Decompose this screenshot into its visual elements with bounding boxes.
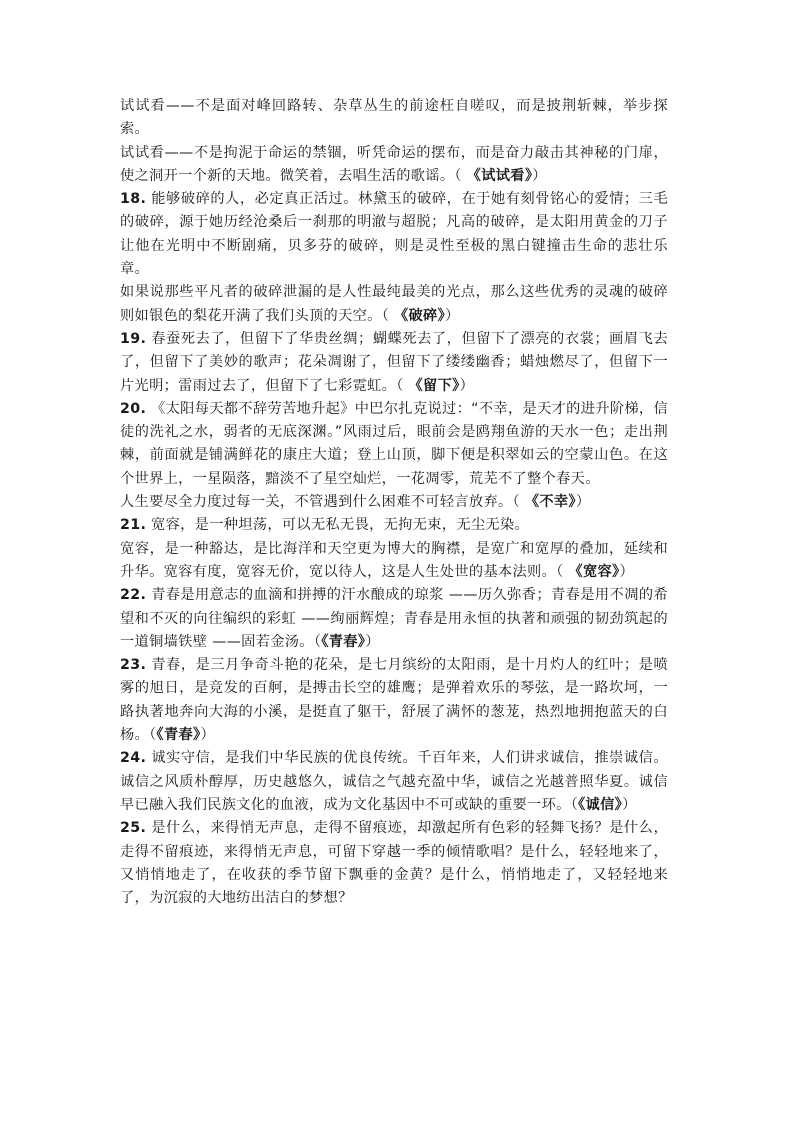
- item-number: 24.: [120, 750, 147, 767]
- title-tag: 《留下》: [408, 377, 460, 394]
- paragraph-2: 18. 能够破碎的人，必定真正活过。林黛玉的破碎，在于她有刻骨铭心的爱情；三毛的破碎，源于她历经沧桑后一刹那的明澈与超脱；凡高的破碎，是太阳用黄金的刀子让他在光明中不断剧痛，贝多芬的破碎，则是灵性至极的黑白键撞击生命的悲壮乐章。: [120, 191, 668, 278]
- title-tag: 《试试看》: [466, 167, 533, 184]
- item-number: 18.: [120, 191, 147, 208]
- paragraph-11: 24. 诚实守信，是我们中华民族的优良传统。千百年来，人们讲求诚信，推崇诚信。诚信之风质朴醇厚，历史越悠久，诚信之气越充盈中华，诚信之光越普照华夏。诚信早已融入我们民族文化的血液，成为文化基因中不可或缺的重要一环。（《诚信》）: [120, 750, 668, 813]
- item-number: 23.: [120, 657, 147, 674]
- item-number: 19.: [120, 330, 147, 347]
- title-tag: 《青春》: [156, 727, 201, 744]
- paragraph-5: 20. 《太阳每天都不辞劳苦地升起》中巴尔扎克说过：“不幸，是天才的进升阶梯，信徒的洗礼之水，弱者的无底深渊。”风雨过后，眼前会是鸥翔鱼游的天水一色；走出荆棘，前面就是铺满鲜花的康庄大道；登上山顶，脚下便是积翠如云的空蒙山色。在这个世界上，一星陨落，黯淡不了星空灿烂，一花凋零，荒芜不了整个春天。: [120, 400, 668, 487]
- paragraph-7: 21. 宽容，是一种坦荡，可以无私无畏，无拘无束，无尘无染。: [120, 517, 530, 534]
- paragraph-12: 25. 是什么，来得悄无声息，走得不留痕迹，却激起所有色彩的轻舞飞扬？是什么，走得不留痕迹，来得悄无声息，可留下穿越一季的倾情歌唱？是什么，轻轻地来了，又悄悄地走了，在收获的季节留下飘垂的金黄？是什么，悄悄地走了，又轻轻地来了，为沉寂的大地纺出洁白的梦想？: [120, 820, 668, 907]
- paragraph-8: 宽容，是一种豁达，是比海洋和天空更为博大的胸襟，是宽广和宽厚的叠加，延续和升华。宽容有度，宽容无价，宽以待人，这是人生处世的基本法则。（ 《宽容》）: [120, 540, 668, 580]
- paragraph-1: 试试看——不是拘泥于命运的禁锢，听凭命运的摆布，而是奋力敲击其神秘的门扉，使之洞开一个新的天地。微笑着，去唱生活的歌谣。（ 《试试看》）: [120, 144, 668, 184]
- item-number: 25.: [120, 820, 147, 837]
- item-number: 22.: [120, 587, 147, 604]
- title-tag: 《诚信》: [578, 796, 623, 813]
- title-tag: 《破碎》: [393, 307, 446, 324]
- title-tag: 《宽容》: [568, 563, 620, 580]
- paragraph-0: 试试看——不是面对峰回路转、杂草丛生的前途枉自嗟叹，而是披荆斩棘，举步探索。: [120, 98, 668, 138]
- document-page: [120, 95, 668, 910]
- paragraph-10: 23. 青春，是三月争奇斗艳的花朵，是七月缤纷的太阳雨，是十月灼人的红叶；是喷雾的旭日，是竞发的百舸，是搏击长空的雄鹰；是弹着欢乐的琴弦，是一路坎坷，一路执著地奔向大海的小溪，是挺直了躯干，舒展了满怀的葱茏，热烈地拥抱蓝天的白杨。（《青春》）: [120, 657, 668, 744]
- title-tag: 《不幸》: [524, 494, 576, 511]
- item-number: 20.: [120, 400, 147, 417]
- item-number: 21.: [120, 517, 147, 534]
- title-tag: 《青春》: [321, 633, 366, 650]
- paragraph-4: 19. 春蚕死去了，但留下了华贵丝绸；蝴蝶死去了，但留下了漂亮的衣裳；画眉飞去了，但留下了美妙的歌声；花朵凋谢了，但留下了缕缕幽香；蜡烛燃尽了，但留下一片光明；雷雨过去了，但留下了七彩霓虹。（ 《留下》）: [120, 330, 668, 394]
- paragraph-9: 22. 青春是用意志的血滴和拼搏的汗水酿成的琼浆 ——历久弥香；青春是用不凋的希望和不灭的向往编织的彩虹 ——绚丽辉煌；青春是用永恒的执著和顽强的韧劲筑起的一道铜墙铁壁 ——固若金汤。（《青春》）: [120, 587, 668, 650]
- paragraph-3: 如果说那些平凡者的破碎泄漏的是人性最纯最美的光点，那么这些优秀的灵魂的破碎则如银色的梨花开满了我们头顶的天空。（ 《破碎》）: [120, 284, 668, 324]
- paragraph-6: 人生要尽全力度过每一关，不管遇到什么困难不可轻言放弃。（ 《不幸》）: [120, 494, 591, 511]
